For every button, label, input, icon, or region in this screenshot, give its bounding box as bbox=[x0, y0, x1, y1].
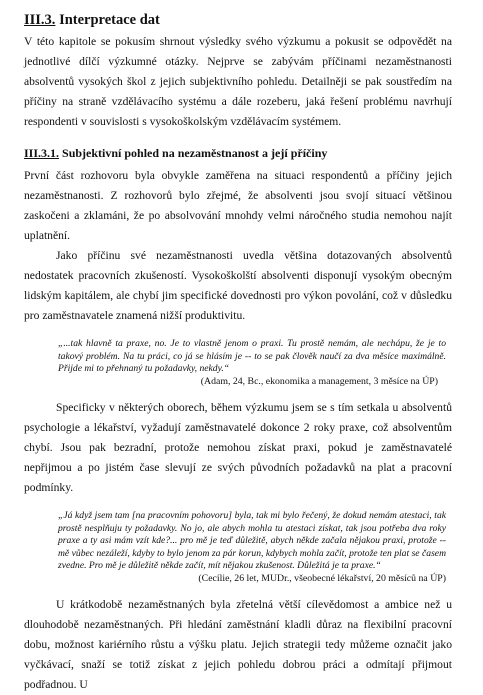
paragraph-3: Specificky v některých oborech, během výzkumu jsem se s tím setkala u absolventů psychologie a lékařství, vyžadují zaměstnavatelé dokonce 2 roky praxe, což absolventům chybí. Jsou pak bezradní, protože nemohou získat praxi, pokud je zaměstnavatelé nepřijmou a po jistém čase slevují ze svých původních požadavků na plat a pracovní podmínky. bbox=[24, 401, 452, 494]
quote-1 bbox=[58, 338, 446, 388]
quote-1-source: (Adam, 24, Bc., ekonomika a management, 3 měsíce na ÚP) bbox=[200, 375, 438, 387]
subsection-title: Subjektivní pohled na nezaměstnanost a její příčiny bbox=[62, 146, 328, 160]
paragraph-2: Jako příčinu své nezaměstnanosti uvedla většina dotazovaných absolventů nedostatek pracovních zkušeností. Vysokoškolští absolventi disponují vysokým obecným lidským kapitálem, ale chybí jim specifické dovednosti pro výkon povolání, což v důsledku pro zaměstnavatele znamená nižší produktivitu. bbox=[24, 249, 452, 322]
quote-2-source: (Cecílie, 26 let, MUDr., všeobecné lékařství, 20 měsíců na ÚP) bbox=[198, 572, 446, 584]
paragraph-1: První část rozhovoru byla obvykle zaměřena na situaci respondentů a příčiny jejich nezaměstnanosti. Z rozhovorů bylo zřejmé, že absolventi jsou svojí situací většinou zaskočeni a zklamáni, že po absolvování mnohdy velmi náročného studia nemohou najít uplatnění. bbox=[24, 169, 452, 242]
document-page bbox=[24, 10, 452, 695]
subsection-heading bbox=[24, 144, 452, 162]
section-number: III.3. bbox=[24, 12, 56, 28]
subsection-number: III.3.1. bbox=[24, 146, 60, 160]
section-heading bbox=[24, 10, 452, 30]
quote-2 bbox=[58, 510, 446, 585]
section-intro-paragraph: V této kapitole se pokusím shrnout výsledky svého výzkumu a pokusit se odpovědět na jednotlivé dílčí výzkumné otázky. Nejprve se zabývám příčinami nezaměstnanosti absolventů vysokých škol z jejich subjektivního pohledu. Detailněji se pak soustředím na příčiny na straně vzdělávacího systému a dále rozeberu, jaká řešení problému navrhují respondenti v souvislosti s vysokoškolským vzdělávacím systémem. bbox=[24, 35, 452, 128]
section-title: Interpretace dat bbox=[59, 12, 160, 28]
quote-2-text: „Já když jsem tam [na pracovním pohovoru] byla, tak mi bylo řečený, že dokud nemám atestaci, tak prostě nesplňuju ty požadavky. No jo, ale abych mohla tu atestaci získat, tak jsou potřeba dva roky praxe a ty asi mám vzít kde?... pro mě je teď důležitě, abych někde začala nějakou praxi, protože -- mě vůbec nezáleží, kdyby to bylo jenom za pár korun, kdybych mohla začít, protože ten plat se časem zvedne. Pro mě je důležitě někde začít, mít nějakou zkušenost. Důležitá je ta praxe.“ bbox=[58, 510, 446, 571]
quote-1-text: „...tak hlavně ta praxe, no. Je to vlastně jenom o praxi. Tu prostě nemám, ale nechápu, že je to takový problém. Na tu práci, co já se hlásím je -- to se pak člověk naučí za dva měsíce maximálně. Přijde mi to přehnaný tu požadavky, nekdy.“ bbox=[58, 338, 446, 374]
paragraph-4: U krátkodobě nezaměstnaných byla zřetelná větší cílevědomost a ambice než u dlouhodobě nezaměstnaných. Při hledání zaměstnání kladli důraz na flexibilní pracovní dobu, možnost kariérního růstu a výšku platu. Jejich strategii tedy můžeme označit jako vyčkávací, snaží se totiž získat z jejich pohledu dobrou práci a odmítají přijmout podřadnou. U bbox=[24, 598, 452, 691]
